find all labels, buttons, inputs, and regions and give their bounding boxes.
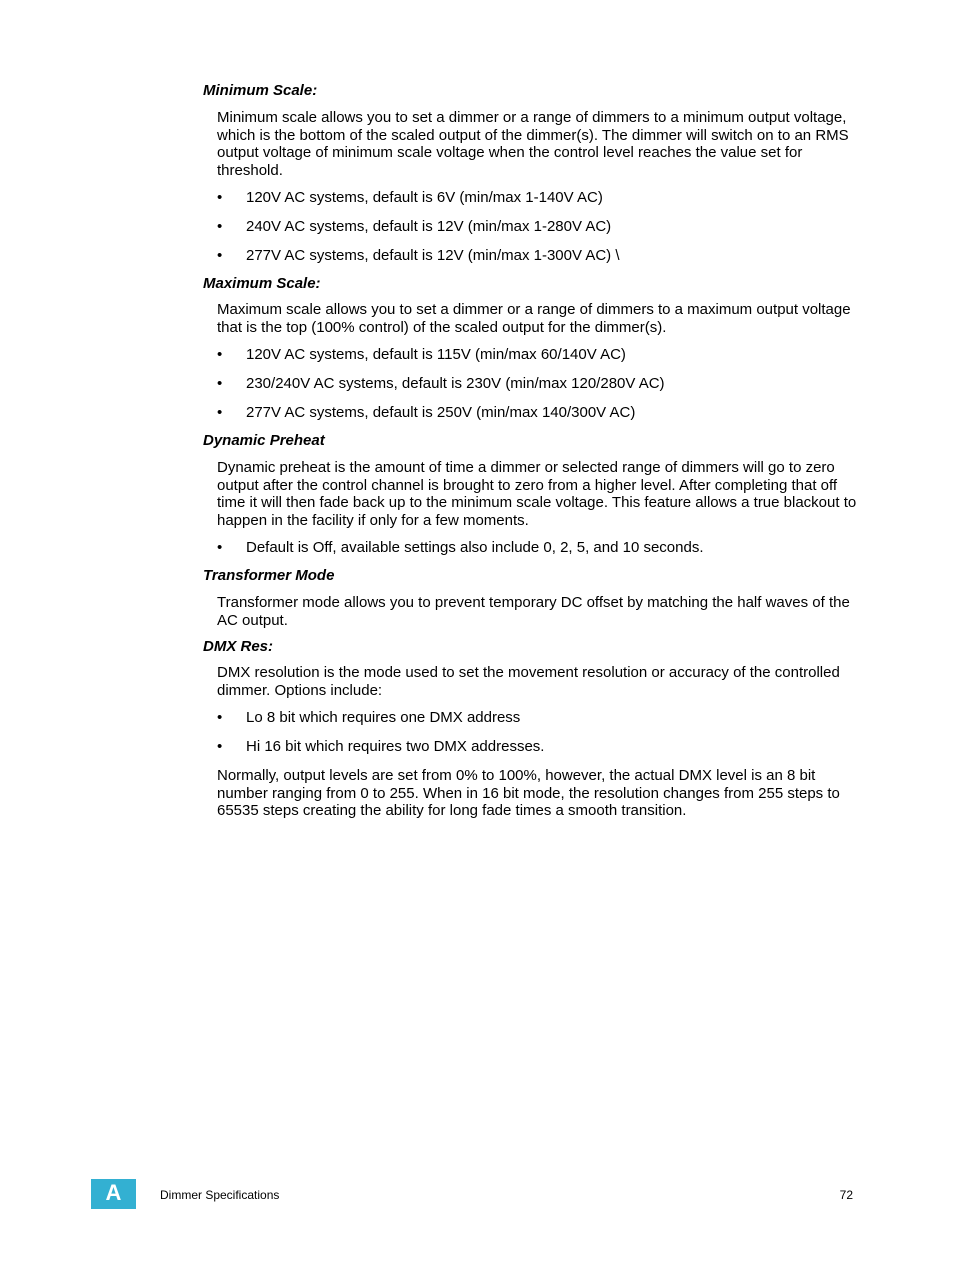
bullet-marker: • xyxy=(217,375,223,392)
bullet-marker: • xyxy=(217,346,223,363)
bullet-marker: • xyxy=(217,218,223,235)
dynamic-preheat-paragraph: Dynamic preheat is the amount of time a dimmer or selected range of dimmers will go to zero output after the control channel is brought to zero from a higher level. After completing that off time it will then fade back up to the minimum scale voltage. This feature allows a true blackout to happen in the facility if only for a few moments. xyxy=(217,459,857,530)
list-item-text: 230/240V AC systems, default is 230V (min/max 120/280V AC) xyxy=(246,375,665,392)
list-item-text: Default is Off, available settings also include 0, 2, 5, and 10 seconds. xyxy=(246,539,704,556)
list-item-text: 277V AC systems, default is 250V (min/max 140/300V AC) xyxy=(246,404,636,421)
list-item-text: Hi 16 bit which requires two DMX addresses. xyxy=(246,738,545,755)
bullet-marker: • xyxy=(217,539,223,556)
bullet-marker: • xyxy=(217,738,223,755)
dmx-res-closing-paragraph: Normally, output levels are set from 0% to 100%, however, the actual DMX level is an 8 bit number ranging from 0 to 255. When in 16 bit mode, the resolution changes from 255 steps to 65535 steps creating the ability for long fade times a smooth transition. xyxy=(217,767,840,820)
list-item-text: 120V AC systems, default is 115V (min/max 60/140V AC) xyxy=(246,346,626,363)
bullet-marker: • xyxy=(217,709,223,726)
list-item-text: 277V AC systems, default is 12V (min/max 1-300V AC) \ xyxy=(246,247,620,264)
bullet-marker: • xyxy=(217,404,223,421)
list-item-text: Lo 8 bit which requires one DMX address xyxy=(246,709,521,726)
dmx-res-paragraph: DMX resolution is the mode used to set the movement resolution or accuracy of the controlled dimmer. Options include: xyxy=(217,664,840,699)
section-heading-dynamic-preheat: Dynamic Preheat xyxy=(203,432,325,449)
page-number: 72 xyxy=(839,1188,853,1202)
transformer-mode-paragraph: Transformer mode allows you to prevent temporary DC offset by matching the half waves of the AC output. xyxy=(217,594,850,629)
section-heading-minimum-scale: Minimum Scale: xyxy=(203,82,318,99)
bullet-marker: • xyxy=(217,247,223,264)
list-item-text: 120V AC systems, default is 6V (min/max 1-140V AC) xyxy=(246,189,603,206)
section-heading-maximum-scale: Maximum Scale: xyxy=(203,275,321,292)
bullet-marker: • xyxy=(217,189,223,206)
section-heading-dmx-res: DMX Res: xyxy=(203,638,274,655)
footer-chapter-title: Dimmer Specifications xyxy=(160,1188,280,1202)
section-heading-transformer-mode: Transformer Mode xyxy=(203,567,335,584)
list-item-text: 240V AC systems, default is 12V (min/max 1-280V AC) xyxy=(246,218,612,235)
maximum-scale-paragraph: Maximum scale allows you to set a dimmer or a range of dimmers to a maximum output voltage that is the top (100% control) of the scaled output for the dimmer(s). xyxy=(217,301,851,336)
appendix-tab: A xyxy=(91,1179,136,1209)
minimum-scale-paragraph: Minimum scale allows you to set a dimmer or a range of dimmers to a minimum output voltage, which is the bottom of the scaled output of the dimmer(s). The dimmer will switch on to an RMS output voltage of minimum scale voltage when the control level reaches the value set for threshold. xyxy=(217,109,849,180)
